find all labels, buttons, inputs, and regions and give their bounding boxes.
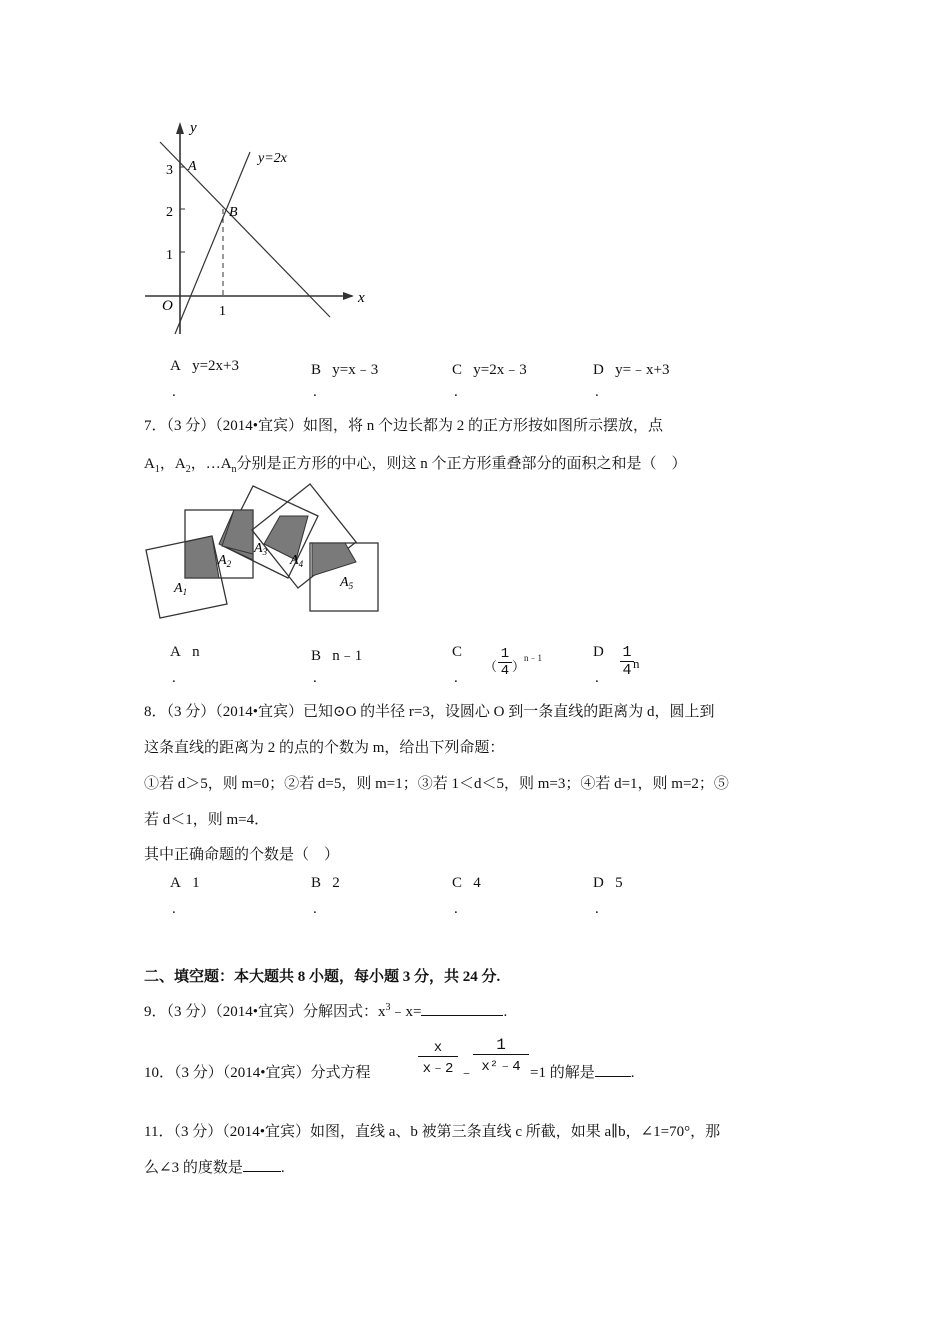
q7-squares-figure bbox=[140, 480, 390, 625]
q8-stem-line3: ①若 d＞5，则 m=0；②若 d=5，则 m=1；③若 1＜d＜5，则 m=3；④若 d=1，则 m=2；⑤ bbox=[144, 776, 729, 792]
option-dot: . bbox=[454, 384, 458, 400]
q10-stem-post: =1 的解是 . bbox=[530, 1061, 634, 1082]
line-y-2x bbox=[175, 152, 250, 334]
q11-stem-line1: 11．（3 分）（2014•宜宾）如图，直线 a、b 被第三条直线 c 所截，如果 a∥b，∠1=70°，那 bbox=[144, 1124, 721, 1140]
tick-x1: 1 bbox=[219, 304, 226, 319]
option-text: y=2x+3 bbox=[192, 358, 240, 374]
option-dot: . bbox=[313, 670, 317, 686]
option-text: y=2x﹣3 bbox=[473, 362, 527, 378]
option-dot: . bbox=[172, 670, 176, 686]
q9-stem: 9．（3 分）（2014•宜宾）分解因式：$x^3﹣x=$ . bbox=[144, 1002, 508, 1020]
q8-stem-line2: 这条直线的距离为 2 的点的个数为 m，给出下列命题： bbox=[144, 740, 505, 756]
q10-fraction-1: $\frac{x}{x﹣2}$ bbox=[418, 1040, 458, 1077]
q8-stem-line5: 其中正确命题的个数是（ ） bbox=[144, 847, 340, 863]
q7-stem-line2: $A_1$，$A_2$，$\dots A_n$分别是正方形的中心，则这 n 个正方形重叠部分的面积之和是（ ） bbox=[144, 456, 687, 475]
q10-fraction-2: $\frac{1}{\text{x²﹣4}}$ bbox=[473, 1036, 529, 1075]
q8-option-c[interactable]: C 4 bbox=[452, 875, 481, 891]
point-B-label: B bbox=[229, 205, 238, 220]
origin-label: O bbox=[162, 298, 173, 314]
q10-minus: ﹣ bbox=[459, 1065, 475, 1081]
y-axis-label: y bbox=[190, 120, 197, 136]
square-4 bbox=[252, 484, 356, 588]
answer-blank[interactable] bbox=[421, 1001, 503, 1016]
q7-option-b[interactable]: B n﹣1 bbox=[311, 648, 363, 664]
q7-option-d[interactable]: D bbox=[593, 644, 604, 660]
option-dot: . bbox=[172, 901, 176, 917]
tick-y1: 1 bbox=[166, 248, 173, 263]
option-letter: A bbox=[170, 358, 181, 374]
section-heading: 二、填空题：本大题共 8 小题，每小题 3 分，共 24 分. bbox=[144, 969, 501, 985]
x-axis-label: x bbox=[358, 290, 365, 306]
line-AB bbox=[160, 142, 330, 317]
answer-blank[interactable] bbox=[243, 1157, 281, 1172]
option-text: y=x﹣3 bbox=[332, 362, 379, 378]
option-dot: . bbox=[313, 901, 317, 917]
q6-option-b[interactable] bbox=[311, 358, 378, 379]
option-dot: . bbox=[454, 670, 458, 686]
option-letter: B bbox=[311, 362, 322, 378]
x-axis-arrow-icon bbox=[343, 292, 354, 300]
option-text: y=﹣x+3 bbox=[615, 362, 670, 378]
q8-option-b[interactable]: B 2 bbox=[311, 875, 340, 891]
label-a3: $A_3$ bbox=[254, 541, 268, 557]
label-a1: $A_1$ bbox=[174, 581, 188, 597]
option-dot: . bbox=[595, 901, 599, 917]
overlap-2b bbox=[222, 510, 253, 554]
q8-stem-line1: 8．（3 分）（2014•宜宾）已知⊙O 的半径 r=3，设圆心 O 到一条直线的距离为 d，圆上到 bbox=[144, 704, 715, 720]
q8-stem-line4: 若 d＜1，则 m=4． bbox=[144, 812, 270, 828]
option-letter: C bbox=[452, 362, 463, 378]
q6-option-c[interactable] bbox=[452, 358, 527, 379]
q8-option-d[interactable]: D 5 bbox=[593, 875, 623, 891]
q10-stem-pre: 10．（3 分）（2014•宜宾）分式方程 bbox=[144, 1065, 371, 1081]
tick-y3: 3 bbox=[166, 163, 173, 178]
q7-option-d-expr: $\frac{1}{4}$ n bbox=[620, 644, 650, 684]
label-a2: $A_2$ bbox=[218, 553, 232, 569]
q6-graph-figure bbox=[140, 112, 385, 340]
option-dot: . bbox=[595, 670, 599, 686]
option-dot: . bbox=[172, 384, 176, 400]
tick-y2: 2 bbox=[166, 205, 173, 220]
option-dot: . bbox=[595, 384, 599, 400]
q6-option-a[interactable] bbox=[170, 358, 239, 375]
q7-option-c[interactable]: C bbox=[452, 644, 463, 660]
option-letter: D bbox=[593, 362, 604, 378]
q7-option-a[interactable]: A n bbox=[170, 644, 200, 660]
answer-blank[interactable] bbox=[595, 1062, 631, 1077]
line-label-y2x: y=2x bbox=[258, 151, 287, 166]
q11-stem-line2: 么∠3 的度数是 . bbox=[144, 1156, 285, 1177]
point-A-label: A bbox=[188, 159, 197, 174]
option-dot: . bbox=[313, 384, 317, 400]
q6-option-d[interactable] bbox=[593, 358, 670, 379]
option-dot: . bbox=[454, 901, 458, 917]
q7-option-c-expr: （ $\frac{1}{4}$ ） n﹣1 bbox=[484, 646, 543, 679]
q7-stem-line1: 7．（3 分）（2014•宜宾）如图，将 n 个边长都为 2 的正方形按如图所示摆放，点 bbox=[144, 418, 664, 434]
label-a5: $A_5$ bbox=[340, 575, 354, 591]
y-axis-arrow-icon bbox=[176, 122, 184, 134]
q8-option-a[interactable]: A 1 bbox=[170, 875, 200, 891]
label-a4: $A_4$ bbox=[290, 553, 304, 569]
